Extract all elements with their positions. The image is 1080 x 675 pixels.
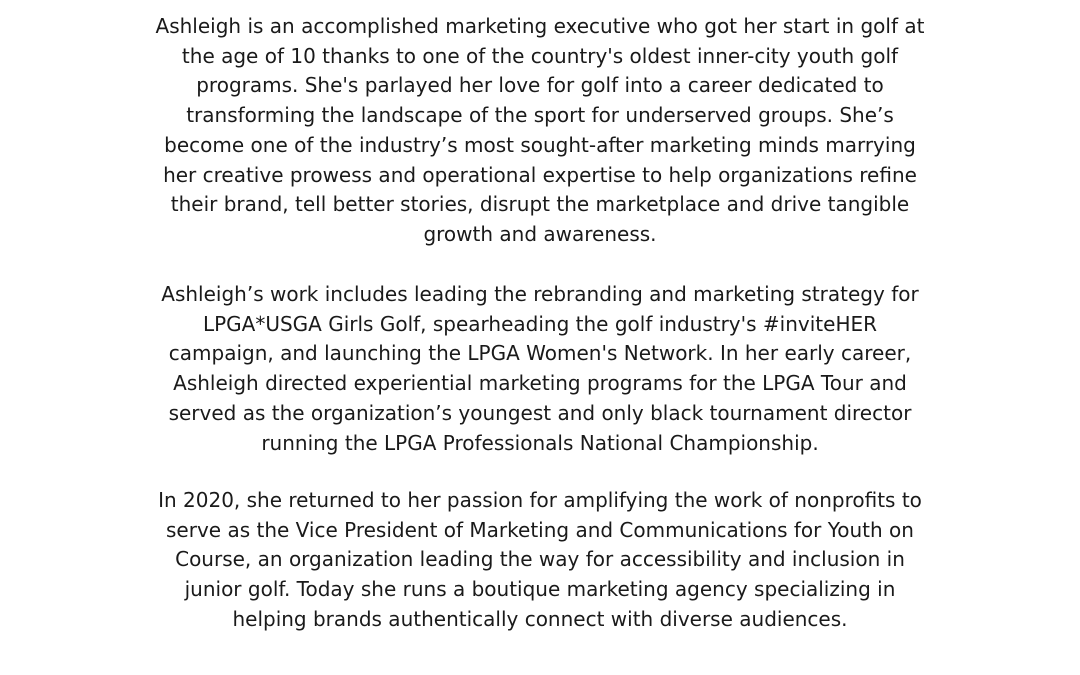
text-line: served as the organization’s youngest and only black tournament director [168, 400, 912, 425]
bio-paragraph-intro [100, 12, 980, 250]
text-line: running the LPGA Professionals National Championship. [261, 430, 819, 455]
text-line: helping brands authentically connect with diverse audiences. [232, 606, 848, 631]
text-line: become one of the industry’s most sought-after marketing minds marrying [164, 132, 916, 157]
bio-paragraph-work [100, 280, 980, 458]
text-line: Ashleigh’s work includes leading the rebranding and marketing strategy for [161, 282, 919, 306]
text-line: the age of 10 thanks to one of the country's oldest inner-city youth golf [181, 43, 899, 68]
text-line: In 2020, she returned to her passion for amplifying the work of nonprofits to [158, 488, 922, 512]
text-line: their brand, tell better stories, disrupt the marketplace and drive tangible [170, 192, 910, 217]
text-line: Ashleigh is an accomplished marketing executive who got her start in golf at [155, 14, 925, 38]
text-line: campaign, and launching the LPGA Women's Network. In her early career, [168, 341, 912, 366]
text-line: LPGA*USGA Girls Golf, spearheading the golf industry's #inviteHER [202, 311, 878, 336]
text-line: serve as the Vice President of Marketing and Communications for Youth on [166, 517, 914, 542]
text-line: Ashleigh directed experiential marketing programs for the LPGA Tour and [173, 371, 907, 396]
text-line: transforming the landscape of the sport for underserved groups. She’s [186, 103, 894, 128]
bio-paragraph-current [100, 486, 980, 635]
text-line: Course, an organization leading the way for accessibility and inclusion in [175, 547, 905, 572]
text-line: programs. She's parlayed her love for golf into a career dedicated to [196, 73, 884, 98]
text-line: growth and awareness. [423, 221, 657, 246]
text-line: her creative prowess and operational expertise to help organizations refine [163, 162, 917, 187]
text-line: junior golf. Today she runs a boutique marketing agency specializing in [184, 577, 896, 602]
